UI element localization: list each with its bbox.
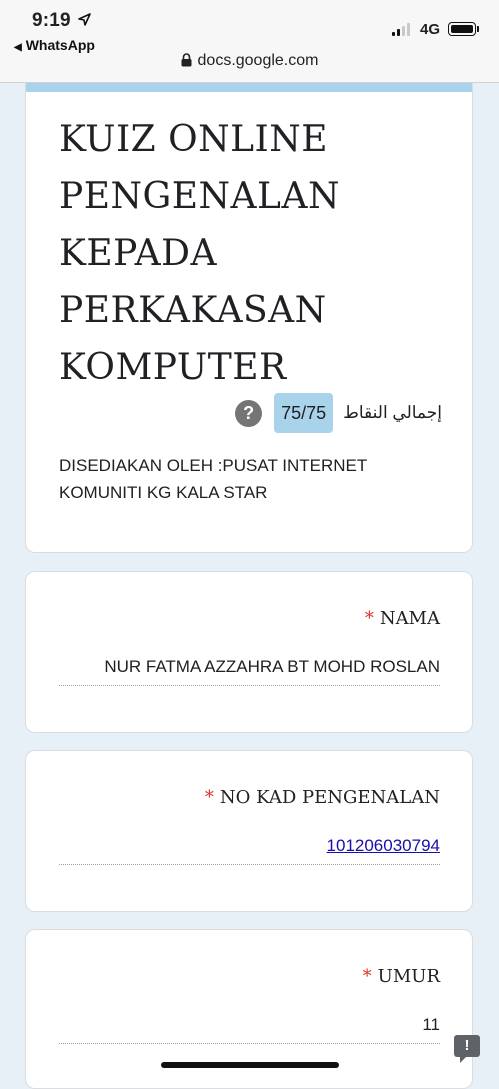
url-text: docs.google.com (197, 52, 319, 69)
help-icon[interactable]: ? (235, 400, 262, 427)
question-label (365, 608, 440, 629)
answer-field-umur: 11 (59, 1015, 440, 1044)
form-header-card (25, 83, 473, 553)
question-card-nama (25, 571, 473, 733)
battery-cap (477, 26, 479, 32)
battery-icon (448, 22, 476, 36)
report-feedback-icon[interactable]: ! (454, 1035, 480, 1057)
lock-icon (181, 53, 192, 67)
description-line: DISEDIAKAN OLEH :PUSAT INTERNET (59, 456, 368, 475)
network-type: 4G (420, 21, 441, 38)
answer-field-nama: NUR FATMA AZZAHRA BT MOHD ROSLAN (59, 657, 440, 686)
required-asterisk: * (362, 966, 372, 987)
back-app-label: WhatsApp (25, 37, 95, 53)
answer-field-no-kad (59, 836, 440, 865)
home-indicator[interactable] (161, 1062, 339, 1068)
status-time: 9:19 (32, 10, 71, 31)
header-accent-strip (26, 83, 472, 92)
required-asterisk: * (204, 787, 214, 808)
question-title: UMUR (377, 966, 440, 987)
phone-number-link[interactable]: 101206030794 (326, 836, 440, 855)
question-label (205, 787, 440, 808)
cell-signal-icon (392, 23, 410, 36)
location-arrow-icon (78, 13, 91, 26)
back-to-app-link[interactable] (14, 37, 95, 53)
question-title: NO KAD PENGENALAN (219, 787, 440, 808)
form-description (59, 452, 439, 506)
score-label: إجمالي النقاط (343, 403, 442, 422)
address-bar[interactable] (0, 52, 499, 70)
form-title: KUIZ ONLINE PENGENALAN KEPADA PERKAKASAN KOMPUTER (59, 119, 340, 388)
description-line: KOMUNITI KG KALA STAR (59, 483, 268, 502)
question-card-no-kad (25, 750, 473, 912)
total-score-row (235, 393, 442, 433)
score-badge: 75/75 (274, 393, 333, 433)
question-title: NAMA (379, 608, 440, 629)
back-triangle-icon: ◀ (14, 42, 22, 53)
required-asterisk: * (364, 608, 374, 629)
browser-top-bar (0, 0, 499, 83)
question-label (363, 966, 440, 987)
